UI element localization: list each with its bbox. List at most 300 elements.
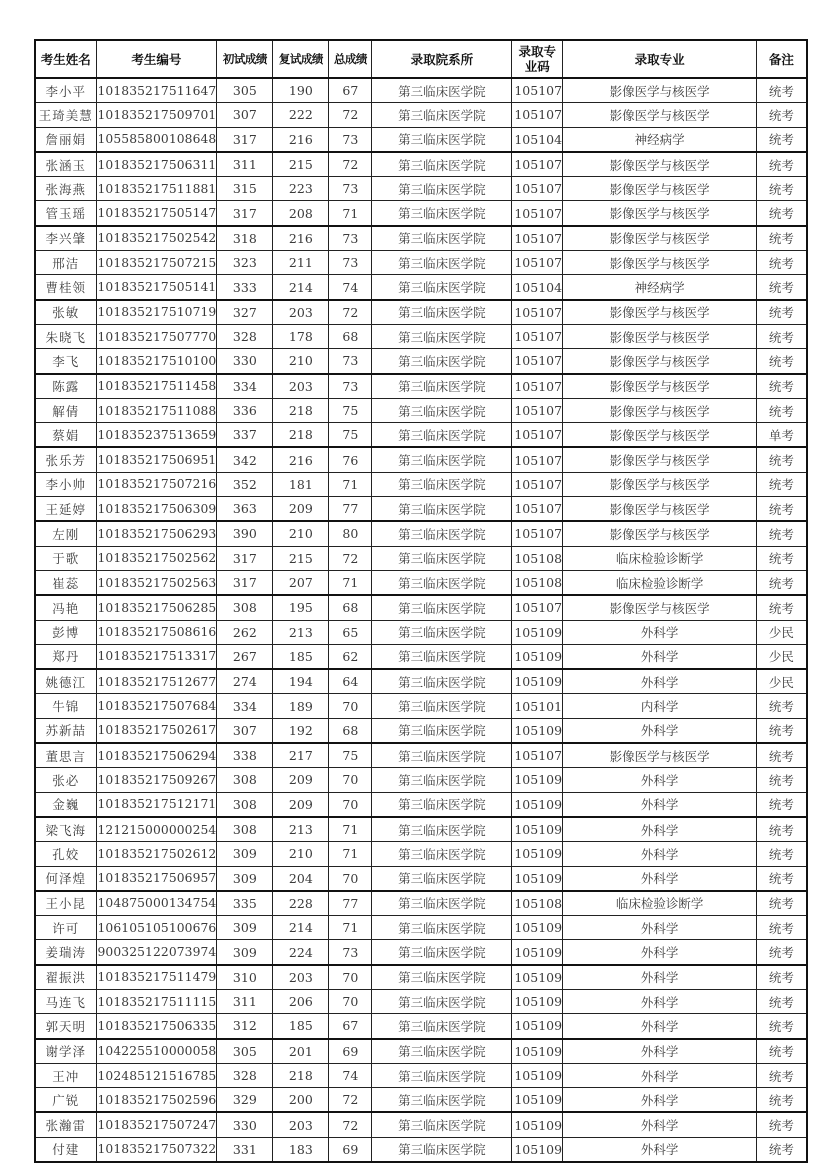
prelim-score-cell: 335 <box>217 891 273 916</box>
retest-score-cell: 178 <box>273 324 329 348</box>
prelim-score-cell: 334 <box>217 694 273 718</box>
retest-score-cell: 211 <box>273 251 329 275</box>
retest-score-cell: 216 <box>273 447 329 472</box>
department-cell: 第三临床医学院 <box>372 669 512 694</box>
note-cell: 统考 <box>757 226 807 251</box>
id-cell: 106105105100676 <box>96 916 217 940</box>
note-cell: 统考 <box>757 768 807 792</box>
prelim-score-cell: 363 <box>217 497 273 522</box>
prelim-score-cell: 305 <box>217 78 273 103</box>
retest-score-cell: 223 <box>273 177 329 201</box>
major-code-cell: 105107 <box>512 324 563 348</box>
retest-score-cell: 222 <box>273 103 329 127</box>
total-score-cell: 68 <box>329 324 372 348</box>
major-code-cell: 105107 <box>512 497 563 522</box>
major-cell: 外科学 <box>563 1014 757 1039</box>
header-major-code-line2: 业码 <box>524 59 550 74</box>
major-cell: 影像医学与核医学 <box>563 398 757 422</box>
total-score-cell: 70 <box>329 694 372 718</box>
note-cell: 少民 <box>757 644 807 669</box>
total-score-cell: 71 <box>329 201 372 226</box>
prelim-score-cell: 342 <box>217 447 273 472</box>
name-cell: 金巍 <box>35 792 96 817</box>
total-score-cell: 70 <box>329 989 372 1013</box>
note-cell: 统考 <box>757 1112 807 1137</box>
note-cell: 统考 <box>757 989 807 1013</box>
total-score-cell: 71 <box>329 472 372 496</box>
id-cell: 101835217511479 <box>96 965 217 990</box>
total-score-cell: 67 <box>329 78 372 103</box>
note-cell: 统考 <box>757 595 807 620</box>
major-cell: 影像医学与核医学 <box>563 226 757 251</box>
table-row <box>35 152 807 177</box>
header-prelim-score: 初试成绩 <box>217 40 273 78</box>
department-cell: 第三临床医学院 <box>372 447 512 472</box>
department-cell: 第三临床医学院 <box>372 1137 512 1162</box>
note-cell: 统考 <box>757 1088 807 1113</box>
major-cell: 影像医学与核医学 <box>563 349 757 374</box>
id-cell: 101835217511647 <box>96 78 217 103</box>
prelim-score-cell: 312 <box>217 1014 273 1039</box>
table-row <box>35 226 807 251</box>
prelim-score-cell: 307 <box>217 718 273 743</box>
department-cell: 第三临床医学院 <box>372 989 512 1013</box>
id-cell: 121215000000254 <box>96 817 217 842</box>
note-cell: 统考 <box>757 817 807 842</box>
table-row <box>35 1137 807 1162</box>
header-major-code-line1: 录取专 <box>518 44 556 59</box>
note-cell: 统考 <box>757 521 807 546</box>
note-cell: 统考 <box>757 103 807 127</box>
department-cell: 第三临床医学院 <box>372 152 512 177</box>
department-cell: 第三临床医学院 <box>372 965 512 990</box>
major-cell: 影像医学与核医学 <box>563 521 757 546</box>
name-cell: 王延婷 <box>35 497 96 522</box>
name-cell: 马连飞 <box>35 989 96 1013</box>
total-score-cell: 73 <box>329 349 372 374</box>
total-score-cell: 80 <box>329 521 372 546</box>
id-cell: 102485121516785 <box>96 1063 217 1087</box>
prelim-score-cell: 337 <box>217 423 273 448</box>
department-cell: 第三临床医学院 <box>372 226 512 251</box>
total-score-cell: 72 <box>329 300 372 325</box>
major-cell: 影像医学与核医学 <box>563 78 757 103</box>
id-cell: 101835217512171 <box>96 792 217 817</box>
major-cell: 临床检验诊断学 <box>563 891 757 916</box>
table-row <box>35 570 807 595</box>
department-cell: 第三临床医学院 <box>372 792 512 817</box>
id-cell: 101835217505141 <box>96 275 217 300</box>
note-cell: 统考 <box>757 1137 807 1162</box>
total-score-cell: 73 <box>329 226 372 251</box>
note-cell: 统考 <box>757 570 807 595</box>
prelim-score-cell: 317 <box>217 546 273 570</box>
retest-score-cell: 206 <box>273 989 329 1013</box>
total-score-cell: 72 <box>329 1112 372 1137</box>
department-cell: 第三临床医学院 <box>372 743 512 768</box>
table-row <box>35 694 807 718</box>
id-cell: 101835217510719 <box>96 300 217 325</box>
note-cell: 统考 <box>757 842 807 866</box>
id-cell: 101835217506309 <box>96 497 217 522</box>
major-cell: 影像医学与核医学 <box>563 447 757 472</box>
department-cell: 第三临床医学院 <box>372 324 512 348</box>
major-cell: 影像医学与核医学 <box>563 201 757 226</box>
major-code-cell: 105107 <box>512 177 563 201</box>
retest-score-cell: 215 <box>273 152 329 177</box>
table-row <box>35 275 807 300</box>
major-code-cell: 105109 <box>512 1137 563 1162</box>
total-score-cell: 71 <box>329 842 372 866</box>
table-row <box>35 817 807 842</box>
prelim-score-cell: 327 <box>217 300 273 325</box>
major-code-cell: 105107 <box>512 398 563 422</box>
name-cell: 苏新喆 <box>35 718 96 743</box>
name-cell: 李兴肇 <box>35 226 96 251</box>
name-cell: 梁飞海 <box>35 817 96 842</box>
department-cell: 第三临床医学院 <box>372 275 512 300</box>
name-cell: 解倩 <box>35 398 96 422</box>
prelim-score-cell: 308 <box>217 595 273 620</box>
table-row <box>35 521 807 546</box>
total-score-cell: 69 <box>329 1039 372 1064</box>
id-cell: 101835217507770 <box>96 324 217 348</box>
total-score-cell: 68 <box>329 718 372 743</box>
id-cell: 101835217502612 <box>96 842 217 866</box>
major-cell: 外科学 <box>563 768 757 792</box>
prelim-score-cell: 328 <box>217 324 273 348</box>
id-cell: 101835217505147 <box>96 201 217 226</box>
table-row <box>35 1088 807 1113</box>
prelim-score-cell: 311 <box>217 989 273 1013</box>
major-code-cell: 105109 <box>512 718 563 743</box>
department-cell: 第三临床医学院 <box>372 374 512 399</box>
header-major: 录取专业 <box>563 40 757 78</box>
table-row <box>35 620 807 644</box>
note-cell: 统考 <box>757 916 807 940</box>
major-code-cell: 105109 <box>512 1039 563 1064</box>
name-cell: 孔姣 <box>35 842 96 866</box>
major-cell: 外科学 <box>563 620 757 644</box>
department-cell: 第三临床医学院 <box>372 1039 512 1064</box>
major-code-cell: 105107 <box>512 472 563 496</box>
major-code-cell: 105109 <box>512 1063 563 1087</box>
total-score-cell: 65 <box>329 620 372 644</box>
major-cell: 神经病学 <box>563 127 757 152</box>
total-score-cell: 64 <box>329 669 372 694</box>
major-code-cell: 105109 <box>512 1014 563 1039</box>
major-cell: 影像医学与核医学 <box>563 497 757 522</box>
retest-score-cell: 217 <box>273 743 329 768</box>
department-cell: 第三临床医学院 <box>372 201 512 226</box>
retest-score-cell: 192 <box>273 718 329 743</box>
id-cell: 101835237513659 <box>96 423 217 448</box>
major-code-cell: 105107 <box>512 103 563 127</box>
major-cell: 影像医学与核医学 <box>563 300 757 325</box>
total-score-cell: 73 <box>329 251 372 275</box>
major-cell: 外科学 <box>563 1039 757 1064</box>
prelim-score-cell: 338 <box>217 743 273 768</box>
name-cell: 彭博 <box>35 620 96 644</box>
table-row <box>35 201 807 226</box>
name-cell: 张涵玉 <box>35 152 96 177</box>
table-row <box>35 866 807 891</box>
header-retest-score: 复试成绩 <box>273 40 329 78</box>
name-cell: 广锐 <box>35 1088 96 1113</box>
total-score-cell: 75 <box>329 423 372 448</box>
id-cell: 101835217507684 <box>96 694 217 718</box>
major-cell: 外科学 <box>563 1137 757 1162</box>
table-row <box>35 1063 807 1087</box>
table-row <box>35 891 807 916</box>
major-code-cell: 105109 <box>512 965 563 990</box>
table-row <box>35 300 807 325</box>
major-code-cell: 105109 <box>512 1112 563 1137</box>
department-cell: 第三临床医学院 <box>372 570 512 595</box>
retest-score-cell: 189 <box>273 694 329 718</box>
department-cell: 第三临床医学院 <box>372 842 512 866</box>
note-cell: 统考 <box>757 398 807 422</box>
major-cell: 影像医学与核医学 <box>563 374 757 399</box>
name-cell: 左刚 <box>35 521 96 546</box>
department-cell: 第三临床医学院 <box>372 497 512 522</box>
major-cell: 外科学 <box>563 866 757 891</box>
total-score-cell: 71 <box>329 916 372 940</box>
header-department: 录取院系所 <box>372 40 512 78</box>
retest-score-cell: 216 <box>273 226 329 251</box>
name-cell: 王冲 <box>35 1063 96 1087</box>
name-cell: 王琦美慧 <box>35 103 96 127</box>
name-cell: 郭天明 <box>35 1014 96 1039</box>
total-score-cell: 67 <box>329 1014 372 1039</box>
department-cell: 第三临床医学院 <box>372 398 512 422</box>
total-score-cell: 70 <box>329 866 372 891</box>
retest-score-cell: 214 <box>273 916 329 940</box>
major-cell: 外科学 <box>563 842 757 866</box>
major-code-cell: 105107 <box>512 349 563 374</box>
name-cell: 翟振洪 <box>35 965 96 990</box>
major-code-cell: 105101 <box>512 694 563 718</box>
retest-score-cell: 210 <box>273 521 329 546</box>
department-cell: 第三临床医学院 <box>372 595 512 620</box>
prelim-score-cell: 318 <box>217 226 273 251</box>
table-row <box>35 349 807 374</box>
department-cell: 第三临床医学院 <box>372 472 512 496</box>
table-row <box>35 595 807 620</box>
name-cell: 于歌 <box>35 546 96 570</box>
major-cell: 影像医学与核医学 <box>563 472 757 496</box>
major-code-cell: 105107 <box>512 78 563 103</box>
major-cell: 外科学 <box>563 1088 757 1113</box>
prelim-score-cell: 308 <box>217 768 273 792</box>
prelim-score-cell: 336 <box>217 398 273 422</box>
prelim-score-cell: 307 <box>217 103 273 127</box>
total-score-cell: 70 <box>329 768 372 792</box>
prelim-score-cell: 333 <box>217 275 273 300</box>
table-row <box>35 546 807 570</box>
header-total-score: 总成绩 <box>329 40 372 78</box>
note-cell: 统考 <box>757 792 807 817</box>
major-code-cell: 105109 <box>512 669 563 694</box>
id-cell: 101835217511881 <box>96 177 217 201</box>
major-cell: 外科学 <box>563 1063 757 1087</box>
table-row <box>35 965 807 990</box>
retest-score-cell: 195 <box>273 595 329 620</box>
prelim-score-cell: 317 <box>217 127 273 152</box>
header-major-code <box>512 40 563 78</box>
major-code-cell: 105109 <box>512 916 563 940</box>
retest-score-cell: 214 <box>273 275 329 300</box>
major-cell: 影像医学与核医学 <box>563 595 757 620</box>
prelim-score-cell: 274 <box>217 669 273 694</box>
major-cell: 外科学 <box>563 718 757 743</box>
total-score-cell: 72 <box>329 546 372 570</box>
id-cell: 105585800108648 <box>96 127 217 152</box>
retest-score-cell: 207 <box>273 570 329 595</box>
table-row <box>35 1112 807 1137</box>
prelim-score-cell: 334 <box>217 374 273 399</box>
major-code-cell: 105108 <box>512 546 563 570</box>
department-cell: 第三临床医学院 <box>372 1063 512 1087</box>
name-cell: 李小帅 <box>35 472 96 496</box>
retest-score-cell: 200 <box>273 1088 329 1113</box>
id-cell: 104875000134754 <box>96 891 217 916</box>
id-cell: 101835217506311 <box>96 152 217 177</box>
table-row <box>35 78 807 103</box>
major-code-cell: 105109 <box>512 620 563 644</box>
department-cell: 第三临床医学院 <box>372 1014 512 1039</box>
prelim-score-cell: 262 <box>217 620 273 644</box>
table-row <box>35 916 807 940</box>
major-cell: 影像医学与核医学 <box>563 251 757 275</box>
name-cell: 姚德江 <box>35 669 96 694</box>
major-code-cell: 105107 <box>512 374 563 399</box>
major-cell: 外科学 <box>563 792 757 817</box>
prelim-score-cell: 328 <box>217 1063 273 1087</box>
retest-score-cell: 224 <box>273 940 329 965</box>
prelim-score-cell: 323 <box>217 251 273 275</box>
total-score-cell: 73 <box>329 374 372 399</box>
retest-score-cell: 203 <box>273 374 329 399</box>
table-row <box>35 423 807 448</box>
table-row <box>35 251 807 275</box>
major-code-cell: 105107 <box>512 595 563 620</box>
note-cell: 统考 <box>757 201 807 226</box>
retest-score-cell: 203 <box>273 1112 329 1137</box>
admission-table <box>34 39 808 1163</box>
prelim-score-cell: 308 <box>217 817 273 842</box>
note-cell: 统考 <box>757 127 807 152</box>
prelim-score-cell: 311 <box>217 152 273 177</box>
retest-score-cell: 210 <box>273 842 329 866</box>
id-cell: 101835217506285 <box>96 595 217 620</box>
department-cell: 第三临床医学院 <box>372 891 512 916</box>
table-row <box>35 103 807 127</box>
retest-score-cell: 215 <box>273 546 329 570</box>
retest-score-cell: 209 <box>273 497 329 522</box>
retest-score-cell: 203 <box>273 300 329 325</box>
name-cell: 谢学泽 <box>35 1039 96 1064</box>
major-cell: 临床检验诊断学 <box>563 570 757 595</box>
note-cell: 统考 <box>757 546 807 570</box>
id-cell: 101835217502563 <box>96 570 217 595</box>
note-cell: 统考 <box>757 324 807 348</box>
major-code-cell: 105109 <box>512 768 563 792</box>
id-cell: 101835217506335 <box>96 1014 217 1039</box>
id-cell: 101835217507247 <box>96 1112 217 1137</box>
department-cell: 第三临床医学院 <box>372 817 512 842</box>
major-code-cell: 105109 <box>512 1088 563 1113</box>
major-code-cell: 105107 <box>512 447 563 472</box>
note-cell: 统考 <box>757 891 807 916</box>
major-cell: 外科学 <box>563 940 757 965</box>
major-code-cell: 105107 <box>512 226 563 251</box>
department-cell: 第三临床医学院 <box>372 768 512 792</box>
major-cell: 外科学 <box>563 644 757 669</box>
prelim-score-cell: 308 <box>217 792 273 817</box>
table-row <box>35 669 807 694</box>
major-cell: 影像医学与核医学 <box>563 152 757 177</box>
note-cell: 统考 <box>757 718 807 743</box>
prelim-score-cell: 310 <box>217 965 273 990</box>
major-code-cell: 105109 <box>512 866 563 891</box>
department-cell: 第三临床医学院 <box>372 546 512 570</box>
note-cell: 统考 <box>757 965 807 990</box>
retest-score-cell: 218 <box>273 398 329 422</box>
total-score-cell: 68 <box>329 595 372 620</box>
id-cell: 101835217506293 <box>96 521 217 546</box>
name-cell: 曹桂领 <box>35 275 96 300</box>
note-cell: 统考 <box>757 374 807 399</box>
id-cell: 101835217513317 <box>96 644 217 669</box>
total-score-cell: 70 <box>329 965 372 990</box>
note-cell: 统考 <box>757 152 807 177</box>
name-cell: 姜瑞涛 <box>35 940 96 965</box>
id-cell: 101835217502596 <box>96 1088 217 1113</box>
retest-score-cell: 208 <box>273 201 329 226</box>
department-cell: 第三临床医学院 <box>372 1088 512 1113</box>
department-cell: 第三临床医学院 <box>372 694 512 718</box>
note-cell: 统考 <box>757 472 807 496</box>
major-code-cell: 105109 <box>512 842 563 866</box>
note-cell: 统考 <box>757 940 807 965</box>
prelim-score-cell: 315 <box>217 177 273 201</box>
table-row <box>35 177 807 201</box>
retest-score-cell: 185 <box>273 1014 329 1039</box>
total-score-cell: 73 <box>329 940 372 965</box>
table-row <box>35 1039 807 1064</box>
note-cell: 统考 <box>757 497 807 522</box>
total-score-cell: 62 <box>329 644 372 669</box>
retest-score-cell: 181 <box>273 472 329 496</box>
total-score-cell: 73 <box>329 177 372 201</box>
major-code-cell: 105107 <box>512 251 563 275</box>
total-score-cell: 76 <box>329 447 372 472</box>
department-cell: 第三临床医学院 <box>372 916 512 940</box>
name-cell: 张必 <box>35 768 96 792</box>
id-cell: 101835217509701 <box>96 103 217 127</box>
id-cell: 101835217502617 <box>96 718 217 743</box>
id-cell: 101835217511458 <box>96 374 217 399</box>
total-score-cell: 74 <box>329 1063 372 1087</box>
name-cell: 蔡娟 <box>35 423 96 448</box>
note-cell: 统考 <box>757 300 807 325</box>
retest-score-cell: 213 <box>273 817 329 842</box>
name-cell: 张瀚雷 <box>35 1112 96 1137</box>
table-row <box>35 940 807 965</box>
retest-score-cell: 213 <box>273 620 329 644</box>
name-cell: 邢洁 <box>35 251 96 275</box>
